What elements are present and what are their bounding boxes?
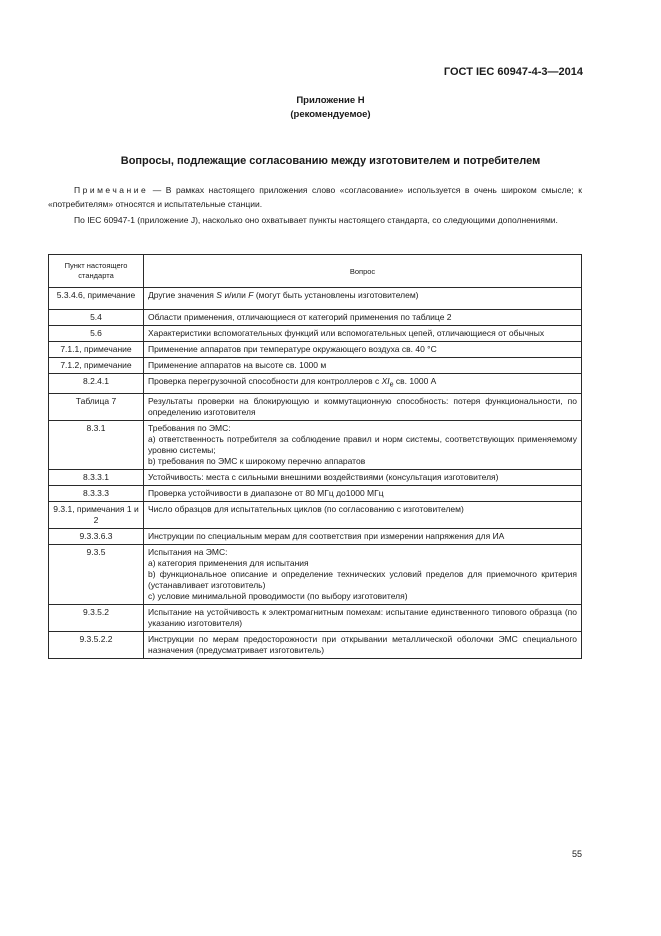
document-code: ГОСТ IEC 60947-4-3—2014: [443, 66, 583, 78]
note-label: Примечание: [74, 185, 149, 195]
clause-cell: 8.3.3.1: [49, 469, 144, 485]
clause-cell: 8.3.3.3: [49, 485, 144, 501]
appendix-status: (рекомендуемое): [290, 109, 371, 120]
clause-cell: 9.3.5.2.2: [49, 631, 144, 658]
question-cell: Проверка устойчивости в диапазоне от 80 МГц до1000 МГц: [144, 485, 582, 501]
question-text: (могут быть установлены изготовителем): [253, 290, 419, 300]
table-row: [49, 342, 582, 358]
question-cell: Инструкции по мерам предосторожности при открывании металлической оболочки ЭМС специального назначения (предусматривает изготовитель): [144, 631, 582, 658]
appendix-heading: [0, 94, 661, 122]
clause-cell: 7.1.1, примечание: [49, 342, 144, 358]
question-cell: Применение аппаратов на высоте св. 1000 м: [144, 358, 582, 374]
table-row: [49, 631, 582, 658]
question-cell: [144, 374, 582, 394]
question-cell: Характеристики вспомогательных функций или вспомогательных цепей, отличающиеся от обычных: [144, 326, 582, 342]
question-line: а) ответственность потребителя за соблюдение правил и норм системы, соответствующих применяемому уровню системы;: [148, 433, 577, 455]
clause-cell: 5.3.4.6, примечание: [49, 288, 144, 310]
table-row: [49, 288, 582, 310]
clause-cell: 9.3.1, примечания 1 и 2: [49, 501, 144, 528]
clause-cell: 9.3.3.6.3: [49, 528, 144, 544]
table-row: [49, 528, 582, 544]
clause-cell: 5.4: [49, 310, 144, 326]
question-text: Другие значения: [148, 290, 217, 300]
symbol-xi: XI: [381, 376, 390, 386]
table-row: [49, 326, 582, 342]
header-question: Вопрос: [144, 255, 582, 288]
question-text: св. 1000 А: [393, 376, 437, 386]
page-number: 55: [571, 849, 582, 859]
note-paragraph: [48, 183, 582, 211]
question-cell: Испытание на устойчивость к электромагнитным помехам: испытание единственного типового образца (по указанию изготовителя): [144, 604, 582, 631]
question-cell: Число образцов для испытательных циклов (по согласованию с изготовителем): [144, 501, 582, 528]
question-cell: [144, 544, 582, 604]
clause-cell: 7.1.2, примечание: [49, 358, 144, 374]
question-text: Проверка перегрузочной способности для контроллеров с: [148, 376, 382, 386]
table-row: [49, 469, 582, 485]
section-title: Вопросы, подлежащие согласованию между изготовителем и потребителем: [120, 155, 541, 167]
clause-cell: 5.6: [49, 326, 144, 342]
table-row: [49, 501, 582, 528]
question-line: Требования по ЭМС:: [148, 422, 231, 433]
question-cell: Инструкции по специальным мерам для соответствия при измерении напряжения для ИА: [144, 528, 582, 544]
clause-cell: 9.3.5: [49, 544, 144, 604]
header-clause: Пункт настоящего стандарта: [49, 255, 144, 288]
question-line: b) требования по ЭМС к широкому перечню аппаратов: [148, 455, 366, 466]
question-line: а) категория применения для испытания: [148, 557, 309, 568]
symbol-f: F: [248, 290, 254, 300]
table-row: [49, 393, 582, 420]
table-row: [49, 420, 582, 469]
question-cell: [144, 420, 582, 469]
question-text: и/или: [221, 290, 249, 300]
question-cell: Области применения, отличающиеся от категорий применения по таблице 2: [144, 310, 582, 326]
table-row: [49, 374, 582, 394]
table-row: [49, 604, 582, 631]
table-row: [49, 544, 582, 604]
question-line: с) условие минимальной проводимости (по выбору изготовителя): [148, 590, 408, 601]
question-cell: Результаты проверки на блокирующую и коммутационную способность: потеря функциональности, по определению изготовителя: [144, 393, 582, 420]
clause-cell: Таблица 7: [49, 393, 144, 420]
question-cell: Устойчивость: места с сильными внешними воздействиями (консультация изготовителя): [144, 469, 582, 485]
question-line: Испытания на ЭМС:: [148, 546, 228, 557]
clause-cell: 9.3.5.2: [49, 604, 144, 631]
agreement-table: [48, 254, 582, 659]
table-row: [49, 358, 582, 374]
clause-cell: 8.2.4.1: [49, 374, 144, 394]
intro-paragraph: По IEC 60947-1 (приложение J), насколько оно охватывает пункты настоящего стандарта, со следующими дополнениями.: [74, 215, 558, 225]
question-cell: Применение аппаратов при температуре окружающего воздуха св. 40 °С: [144, 342, 582, 358]
question-cell: [144, 288, 582, 310]
symbol-subscript-e: e: [389, 380, 394, 389]
table-row: [49, 310, 582, 326]
table-header-row: [49, 255, 582, 288]
appendix-label: Приложение Н: [296, 95, 365, 106]
question-line: b) функциональное описание и определение технических условий пределов для приемочного критерия (устанавливает изготовитель): [148, 568, 577, 590]
table-row: [49, 485, 582, 501]
clause-cell: 8.3.1: [49, 420, 144, 469]
symbol-s: S: [216, 290, 222, 300]
note-text: — В рамках настоящего приложения слово «согласование» используется в очень широком смысле; к «потребителям» относятся и испытательные станции.: [48, 185, 582, 209]
